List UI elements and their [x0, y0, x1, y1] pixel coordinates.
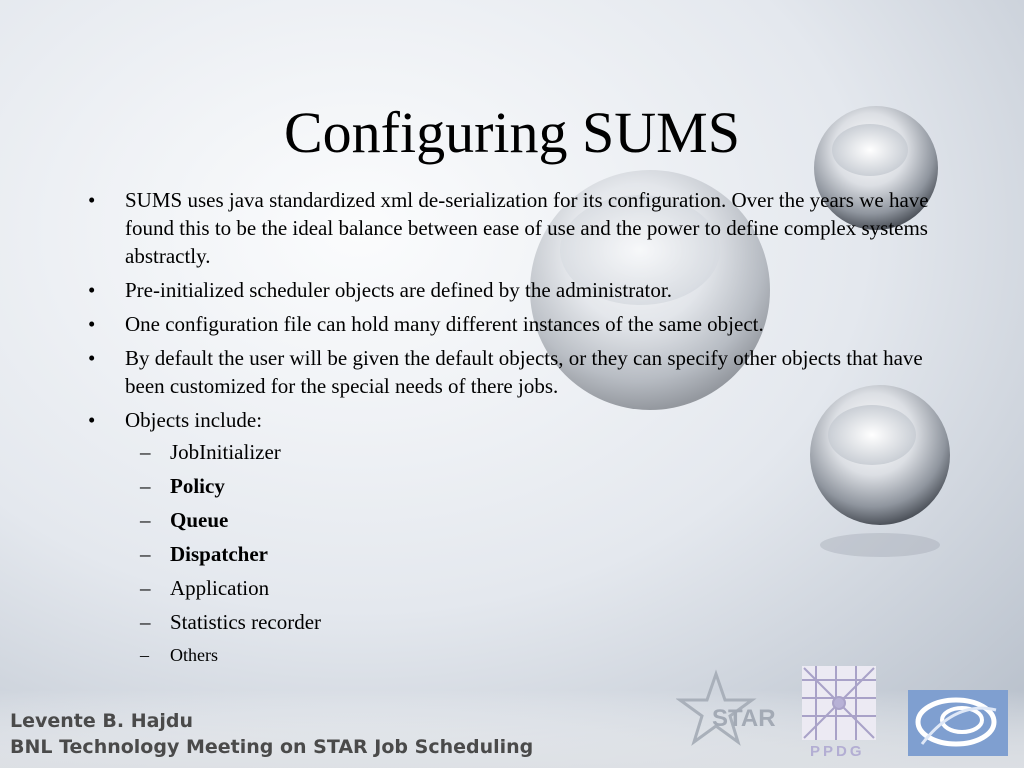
bullet-text: By default the user will be given the default objects, or they can specify other objects that have been customized for the special needs of there jobs.	[125, 346, 923, 398]
sub-item	[125, 540, 932, 568]
sub-item	[125, 506, 932, 534]
logo-strip	[676, 660, 1016, 760]
bullet-text: One configuration file can hold many different instances of the same object.	[125, 312, 764, 336]
sub-list	[125, 438, 932, 668]
footer-author: Levente B. Hajdu	[10, 710, 194, 732]
sub-item-text: JobInitializer	[170, 440, 281, 464]
bullet-marker: •	[88, 346, 96, 370]
bullet-marker: •	[88, 408, 96, 432]
sub-item-text: Dispatcher	[170, 542, 268, 566]
bullet-text: Objects include:	[125, 408, 263, 432]
bullet-item	[82, 310, 932, 338]
bullet-marker: •	[88, 278, 96, 302]
sub-item-text: Statistics recorder	[170, 610, 322, 634]
dash-marker: –	[140, 645, 149, 665]
bullet-item	[82, 276, 932, 304]
bullet-marker: •	[88, 312, 96, 336]
dash-marker: –	[140, 542, 151, 566]
bullet-list	[82, 186, 932, 668]
bullet-marker: •	[88, 188, 96, 212]
dash-marker: –	[140, 610, 151, 634]
sub-item	[125, 608, 932, 636]
slide-footer	[10, 708, 533, 760]
sub-item-text: Queue	[170, 508, 229, 532]
dash-marker: –	[140, 576, 151, 600]
sub-item	[125, 574, 932, 602]
dash-marker: –	[140, 474, 151, 498]
sub-item-text: Others	[170, 645, 218, 665]
dash-marker: –	[140, 508, 151, 532]
bullet-item	[82, 344, 932, 400]
bullet-text: Pre-initialized scheduler objects are defined by the administrator.	[125, 278, 672, 302]
footer-event: BNL Technology Meeting on STAR Job Scheduling	[10, 736, 534, 758]
ppdg-logo-text: PPDG	[810, 743, 865, 760]
sub-item	[125, 438, 932, 466]
bullet-item	[82, 186, 932, 270]
ppdg-logo	[802, 666, 876, 760]
sub-item-text: Application	[170, 576, 270, 600]
slide-title: Configuring SUMS	[283, 100, 740, 165]
blue-emblem-logo	[908, 690, 1008, 756]
star-logo	[680, 674, 776, 742]
sub-item	[125, 472, 932, 500]
bullet-item	[82, 406, 932, 668]
sub-item-text: Policy	[170, 474, 225, 498]
slide-content	[82, 186, 932, 674]
star-logo-text: STAR	[712, 705, 776, 732]
dash-marker: –	[140, 440, 151, 464]
bullet-text: SUMS uses java standardized xml de-serialization for its configuration. Over the years we have found this to be the ideal balance between ease of use and the power to define complex systems abstractly.	[125, 188, 929, 268]
